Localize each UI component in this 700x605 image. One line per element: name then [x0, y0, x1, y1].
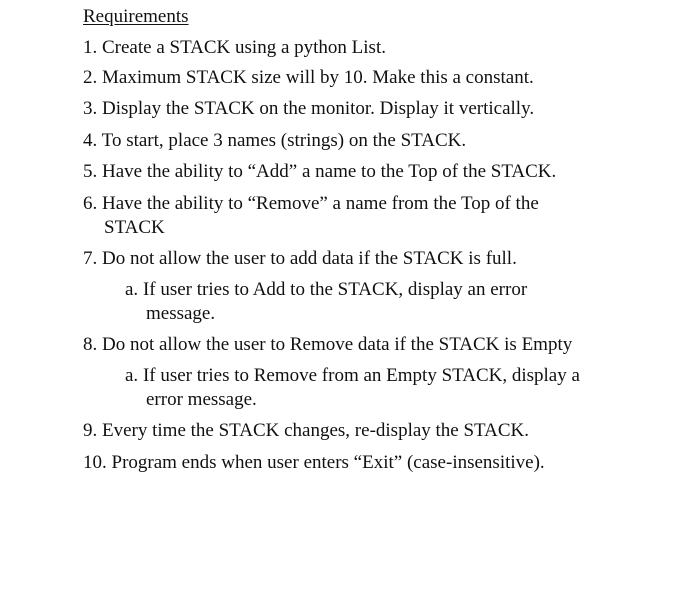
item-number: 2.: [83, 67, 98, 88]
requirement-7a: [125, 278, 527, 302]
requirement-8a: [125, 364, 580, 388]
requirement-7a-continuation: message.: [146, 303, 216, 324]
requirement-9: [83, 419, 529, 443]
sub-item-number: a.: [125, 365, 139, 386]
sub-item-number: a.: [125, 279, 139, 300]
heading: Requirements: [83, 6, 189, 27]
requirement-1: [83, 36, 386, 60]
item-number: 10.: [83, 452, 107, 473]
item-text: Display the STACK on the monitor. Display it vertically.: [102, 98, 535, 119]
requirement-8a-continuation: error message.: [146, 389, 257, 410]
requirement-10: [83, 451, 545, 475]
item-number: 7.: [83, 248, 98, 269]
requirement-5: [83, 160, 556, 184]
item-number: 5.: [83, 161, 98, 182]
item-text: Maximum STACK size will by 10. Make this a constant.: [102, 67, 534, 88]
item-text: Do not allow the user to Remove data if the STACK is Empty: [102, 334, 573, 355]
item-text: Create a STACK using a python List.: [102, 37, 386, 58]
requirement-3: [83, 97, 534, 121]
requirement-2: [83, 66, 534, 90]
item-number: 8.: [83, 334, 98, 355]
sub-item-text: If user tries to Add to the STACK, display an error: [142, 279, 528, 300]
requirement-6: [83, 192, 539, 216]
item-text: Program ends when user enters “Exit” (case-insensitive).: [111, 452, 545, 473]
requirement-6-continuation: STACK: [104, 217, 165, 238]
item-text: Have the ability to “Remove” a name from the Top of the: [102, 193, 539, 214]
item-number: 1.: [83, 37, 98, 58]
item-text: Have the ability to “Add” a name to the Top of the STACK.: [102, 161, 557, 182]
item-number: 9.: [83, 420, 98, 441]
item-text: Every time the STACK changes, re-display the STACK.: [102, 420, 530, 441]
item-number: 6.: [83, 193, 98, 214]
sub-item-text: If user tries to Remove from an Empty STACK, display a: [142, 365, 580, 386]
item-number: 4.: [83, 130, 98, 151]
requirement-7: [83, 247, 517, 271]
item-number: 3.: [83, 98, 98, 119]
item-text: Do not allow the user to add data if the STACK is full.: [102, 248, 517, 269]
requirement-4: [83, 129, 466, 153]
item-text: To start, place 3 names (strings) on the STACK.: [101, 130, 467, 151]
requirement-8: [83, 333, 572, 357]
